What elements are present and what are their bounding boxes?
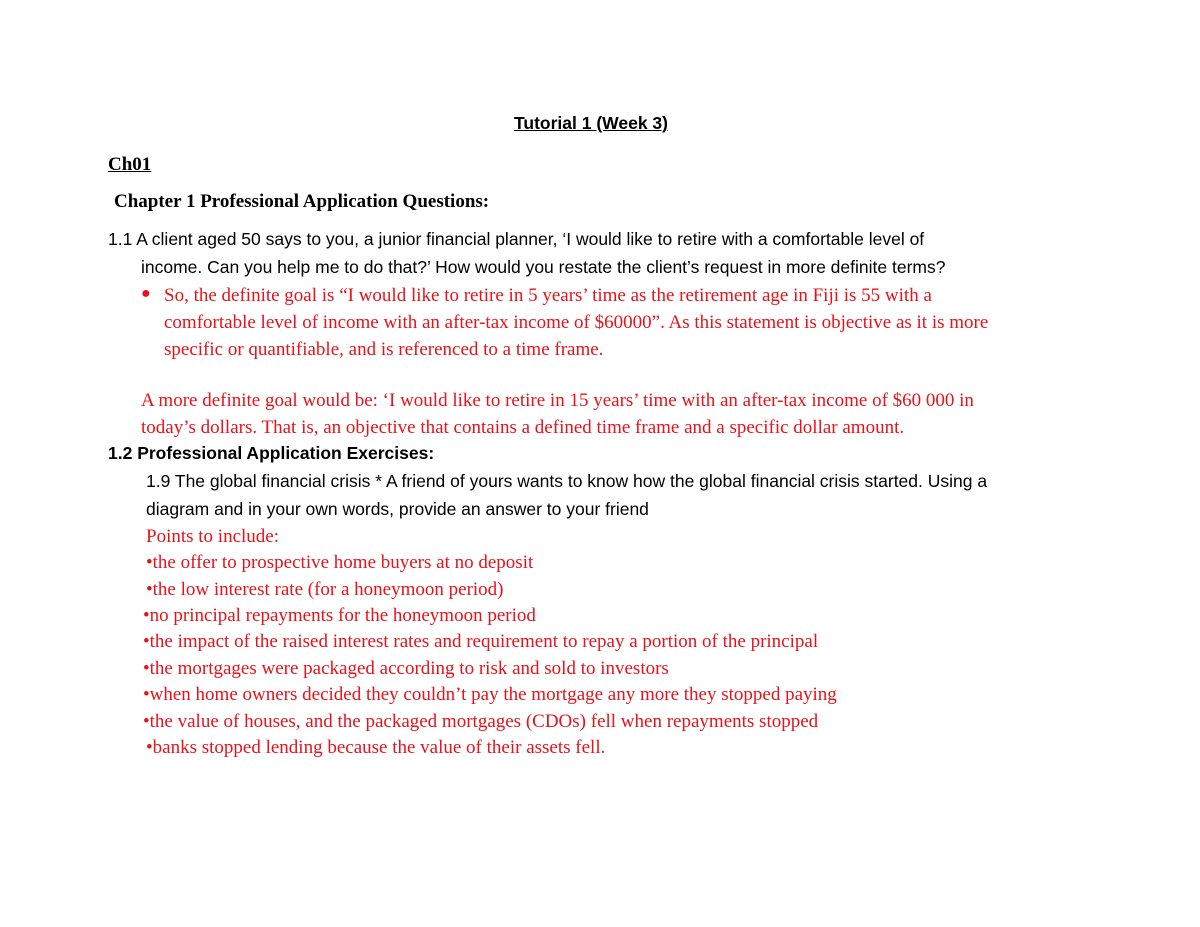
question-1-9-line-1: 1.9 The global financial crisis * A friend of yours wants to know how the global financial crisis started. Using a: [146, 471, 988, 491]
question-1-1-line-2: income. Can you help me to do that?’ How would you restate the client’s request in more definite terms?: [141, 257, 946, 277]
answer-line-3: specific or quantifiable, and is referenced to a time frame.: [164, 339, 604, 360]
page-title: Tutorial 1 (Week 3): [514, 113, 668, 133]
point-item: •the mortgages were packaged according to risk and sold to investors: [143, 658, 669, 679]
question-1-1-line-1: 1.1 A client aged 50 says to you, a junior financial planner, ‘I would like to retire with a comfortable level of: [108, 229, 925, 249]
section-heading-questions: Chapter 1 Professional Application Questions:: [114, 191, 490, 212]
point-item: •when home owners decided they couldn’t pay the mortgage any more they stopped paying: [143, 684, 837, 705]
points-heading: Points to include:: [146, 526, 279, 547]
alt-answer-line-2: today’s dollars. That is, an objective that contains a defined time frame and a specific dollar amount.: [141, 417, 905, 438]
point-item: •banks stopped lending because the value of their assets fell.: [146, 737, 606, 758]
bullet-icon: ●: [141, 285, 151, 302]
answer-line-1: So, the definite goal is “I would like to retire in 5 years’ time as the retirement age in Fiji is 55 with a: [164, 285, 932, 306]
answer-line-2: comfortable level of income with an after-tax income of $60000”. As this statement is objective as it is more: [164, 312, 989, 333]
point-item: •the impact of the raised interest rates and requirement to repay a portion of the principal: [143, 631, 819, 652]
point-item: •the value of houses, and the packaged mortgages (CDOs) fell when repayments stopped: [143, 711, 819, 732]
point-item: •the low interest rate (for a honeymoon period): [146, 579, 504, 600]
section-heading-exercises: 1.2 Professional Application Exercises:: [108, 443, 435, 463]
point-item: •no principal repayments for the honeymoon period: [143, 605, 536, 626]
chapter-code: Ch01: [108, 154, 152, 175]
alt-answer-line-1: A more definite goal would be: ‘I would like to retire in 15 years’ time with an after-tax income of $60 000 in: [141, 390, 974, 411]
question-1-9-line-2: diagram and in your own words, provide an answer to your friend: [146, 499, 649, 519]
point-item: •the offer to prospective home buyers at no deposit: [146, 552, 534, 573]
